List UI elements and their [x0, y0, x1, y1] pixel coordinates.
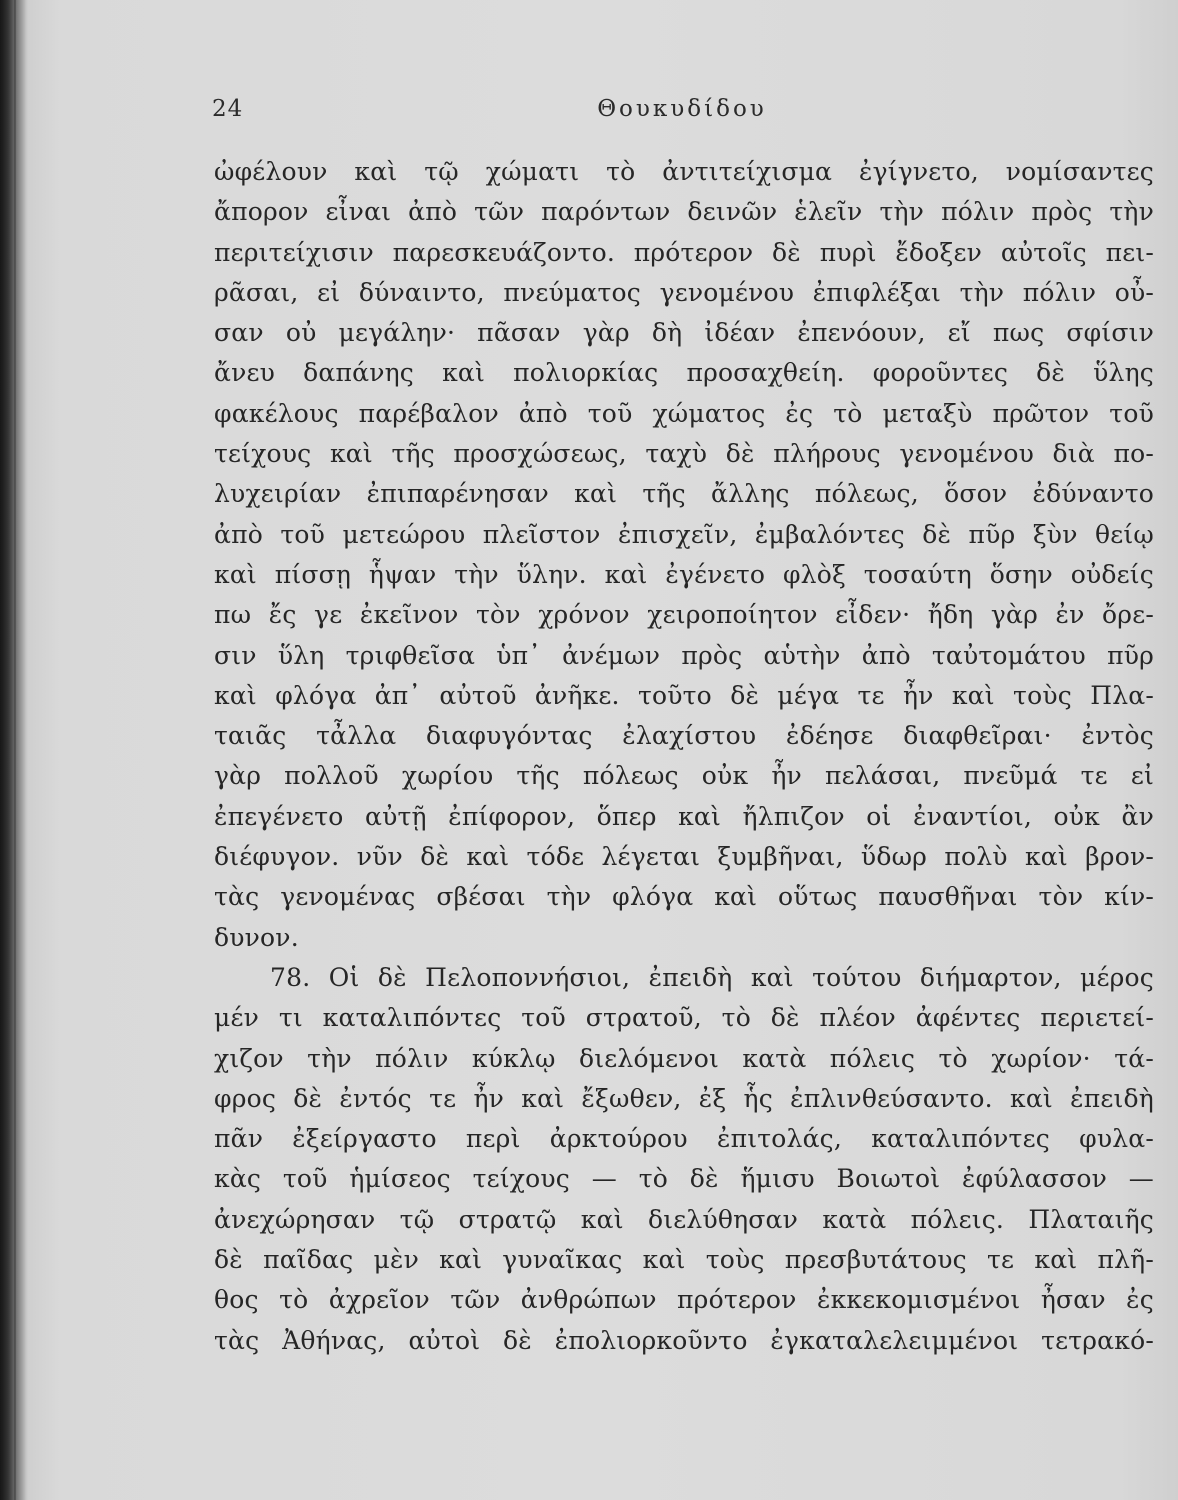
text-line: περιτείχισιν παρεσκευάζοντο. πρότερον δὲ πυρὶ ἔδοξεν αὐτοῖς πει- — [214, 237, 1154, 267]
text-line: διέφυγον. νῦν δὲ καὶ τόδε λέγεται ξυμβῆναι, ὕδωρ πολὺ καὶ βρον- — [214, 842, 1154, 872]
text-line: καὶ φλόγα ἀπ᾽ αὐτοῦ ἀνῆκε. τοῦτο δὲ μέγα τε ἦν καὶ τοὺς Πλα- — [214, 680, 1154, 710]
text-line: τὰς Ἀθήνας, αὐτοὶ δὲ ἐπολιορκοῦντο ἐγκαταλελειμμένοι τετρακό- — [214, 1325, 1154, 1355]
text-line: φρος δὲ ἐντός τε ἦν καὶ ἔξωθεν, ἐξ ἧς ἐπλινθεύσαντο. καὶ ἐπειδὴ — [214, 1083, 1154, 1113]
section-78-start-line: 78. Οἱ δὲ Πελοποννήσιοι, ἐπειδὴ καὶ τούτου διήμαρτον, μέρος — [270, 962, 1154, 992]
text-line: μέν τι καταλιπόντες τοῦ στρατοῦ, τὸ δὲ πλέον ἀφέντες περιετεί- — [214, 1003, 1154, 1033]
text-line: ἐπεγένετο αὐτῇ ἐπίφορον, ὅπερ καὶ ἤλπιζον οἱ ἐναντίοι, οὐκ ἂν — [214, 801, 1154, 831]
text-line: ἄνευ δαπάνης καὶ πολιορκίας προσαχθείη. φοροῦντες δὲ ὕλης — [214, 358, 1154, 388]
text-line: πᾶν ἐξείργαστο περὶ ἀρκτούρου ἐπιτολάς, καταλιπόντες φυλα- — [214, 1124, 1154, 1154]
page-number: 24 — [212, 96, 244, 122]
text-line: δὲ παῖδας μὲν καὶ γυναῖκας καὶ τοὺς πρεσβυτάτους τε καὶ πλῆ- — [214, 1245, 1154, 1275]
text-line: ταιᾶς τἆλλα διαφυγόντας ἐλαχίστου ἐδέησε διαφθεῖραι· ἐντὸς — [214, 721, 1154, 751]
text-line: σαν οὐ μεγάλην· πᾶσαν γὰρ δὴ ἰδέαν ἐπενόουν, εἴ πως σφίσιν — [214, 318, 1154, 348]
running-title: Θουκυδίδου — [597, 96, 767, 122]
text-line: κὰς τοῦ ἡμίσεος τείχους — τὸ δὲ ἥμισυ Βοιωτοὶ ἐφύλασσον — — [214, 1164, 1154, 1194]
text-line: τὰς γενομένας σβέσαι τὴν φλόγα καὶ οὕτως παυσθῆναι τὸν κίν- — [214, 882, 1154, 912]
text-line: πω ἔς γε ἐκεῖνον τὸν χρόνον χειροποίητον εἶδεν· ἤδη γὰρ ἐν ὄρε- — [214, 600, 1154, 630]
text-line: ὠφέλουν καὶ τῷ χώματι τὸ ἀντιτείχισμα ἐγίγνετο, νομίσαντες — [214, 157, 1154, 186]
text-line: σιν ὕλη τριφθεῖσα ὑπ᾽ ἀνέμων πρὸς αὑτὴν ἀπὸ ταὐτομάτου πῦρ — [214, 640, 1154, 670]
text-line: ἀπὸ τοῦ μετεώρου πλεῖστον ἐπισχεῖν, ἐμβαλόντες δὲ πῦρ ξὺν θείῳ — [214, 519, 1154, 549]
text-line: ἀνεχώρησαν τῷ στρατῷ καὶ διελύθησαν κατὰ πόλεις. Πλαταιῆς — [214, 1204, 1154, 1234]
text-line: θος τὸ ἀχρεῖον τῶν ἀνθρώπων πρότερον ἐκκεκομισμένοι ἦσαν ἐς — [214, 1285, 1154, 1315]
text-line: τείχους καὶ τῆς προσχώσεως, ταχὺ δὲ πλήρους γενομένου διὰ πο- — [214, 439, 1154, 469]
text-line: χιζον τὴν πόλιν κύκλῳ διελόμενοι κατὰ πόλεις τὸ χωρίον· τά- — [214, 1043, 1154, 1073]
text-line: ἄπορον εἶναι ἀπὸ τῶν παρόντων δεινῶν ἑλεῖν τὴν πόλιν πρὸς τὴν — [214, 197, 1154, 227]
text-line: ρᾶσαι, εἰ δύναιντο, πνεύματος γενομένου ἐπιφλέξαι τὴν πόλιν οὖ- — [214, 277, 1154, 307]
page-header — [212, 96, 1156, 136]
text-line: καὶ πίσσῃ ἧψαν τὴν ὕλην. καὶ ἐγένετο φλὸξ τοσαύτη ὅσην οὐδείς — [214, 559, 1154, 589]
body-text — [214, 152, 1154, 1361]
text-line: λυχειρίαν ἐπιπαρένησαν καὶ τῆς ἄλλης πόλεως, ὅσον ἐδύναντο — [214, 479, 1154, 509]
text-line: δυνον. — [214, 922, 299, 952]
text-line: φακέλους παρέβαλον ἀπὸ τοῦ χώματος ἐς τὸ μεταξὺ πρῶτον τοῦ — [214, 398, 1154, 428]
book-binding-shadow — [0, 0, 26, 1500]
page-edge — [14, 0, 16, 1500]
text-line: γὰρ πολλοῦ χωρίου τῆς πόλεως οὐκ ἦν πελάσαι, πνεῦμά τε εἰ — [214, 761, 1154, 791]
